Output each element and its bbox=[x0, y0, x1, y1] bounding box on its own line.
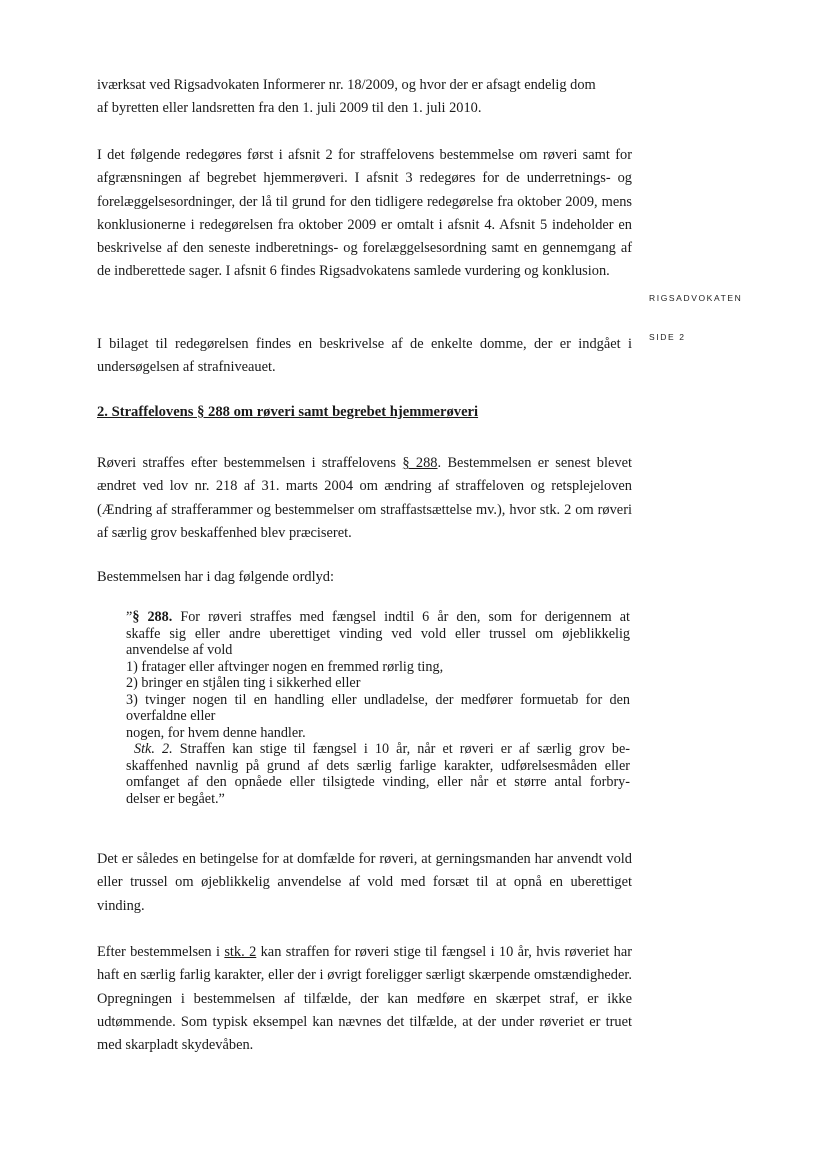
stk2-text-end: kan straffen for røveri stige til fængsel i 10 år, hvis røveriet har haft en særlig farlig karakter, eller der i øvrigt foreligger særligt skærpende omstændigheder. Opregningen i bestemmelsen af tilfælde, der kan medføre en skærpet straf, er ikke udtømmende. Som typisk eksempel kan nævnes det tilfælde, at der under røveriet er truet med skarpladt skydevåben. bbox=[97, 944, 633, 1054]
outline-paragraph bbox=[97, 144, 632, 284]
section-288-reference[interactable]: § 288 bbox=[402, 455, 438, 471]
amendment-text bbox=[97, 452, 632, 545]
intro-continuation bbox=[97, 74, 632, 121]
quote-line-1 bbox=[126, 609, 630, 626]
quote-line-11: omfanget af den opnåede eller tilsigtede vinding, eller når et større antal forbry- bbox=[126, 774, 630, 790]
amendment-paragraph bbox=[97, 452, 632, 545]
stk2-text bbox=[97, 941, 632, 1057]
quote-line-9-text: Straffen kan stige til fængsel i 10 år, når et røveri er af særlig grov be- bbox=[172, 741, 630, 757]
stk2-text-start: Efter bestemmelsen i bbox=[97, 944, 225, 960]
quote-line-3: anvendelse af vold bbox=[126, 642, 233, 658]
quote-line-10: skaffenhed navnlig på grund af dets særlig farlige karakter, udførelsesmåden eller bbox=[126, 757, 630, 774]
appendix-text: I bilaget til redegørelsen findes en beskrivelse af de enkelte domme, der er indgået i undersøgelsen af strafniveauet. bbox=[97, 336, 632, 376]
statute-quote bbox=[126, 609, 630, 807]
intro-line-1: iværksat ved Rigsadvokaten Informerer nr. 18/2009, og hvor der er afsagt endelig dom bbox=[97, 77, 596, 93]
quote-line-6: 3) tvinger nogen til en handling eller undladelse, der medfører formuetab for den bbox=[126, 691, 630, 708]
quote-line-12: delser er begået.” bbox=[126, 790, 225, 807]
quote-line-7: overfaldne eller bbox=[126, 708, 216, 724]
quote-section-number: § 288. bbox=[132, 609, 173, 625]
quote-line-4: 1) fratager eller aftvinger nogen en fremmed rørlig ting, bbox=[126, 658, 444, 675]
quote-line-2: skaffe sig eller andre uberettiget vinding ved vold eller trussel om øjeblikkelig bbox=[126, 625, 630, 642]
sidebar-page-number: SIDE 2 bbox=[649, 332, 686, 342]
quote-line-8: nogen, for hvem denne handler. bbox=[126, 724, 306, 741]
wording-text: Bestemmelsen har i dag følgende ordlyd: bbox=[97, 569, 334, 585]
quote-open-mark: ” bbox=[126, 609, 133, 625]
quote-line-9 bbox=[126, 741, 630, 758]
condition-text: Det er således en betingelse for at domfælde for røveri, at gerningsmanden har anvendt vold eller trussel om øjeblikkelig anvendelse af vold med forsæt til at opnå en uberettiget vinding. bbox=[97, 851, 632, 914]
sidebar-org-name: RIGSADVOKATEN bbox=[649, 293, 743, 303]
section-heading: 2. Straffelovens § 288 om røveri samt begrebet hjemmerøveri bbox=[97, 404, 479, 420]
condition-paragraph bbox=[97, 848, 632, 918]
amendment-text-end: . Bestemmelsen er senest blevet ændret ved lov nr. 218 af 31. marts 2004 om ændring af straffeloven og retsplejeloven (Ændring af strafferammer og bestemmelser om straffastsættelse mv.), hvor stk. 2 om røveri af særlig grov beskaffenhed blev præciseret. bbox=[97, 455, 632, 541]
stk2-paragraph bbox=[97, 941, 632, 1057]
amendment-text-start: Røveri straffes efter bestemmelsen i straffelovens bbox=[97, 455, 403, 471]
quote-stk-label: Stk. 2. bbox=[134, 741, 173, 757]
appendix-paragraph bbox=[97, 333, 632, 380]
intro-line-2: af byretten eller landsretten fra den 1. juli 2009 til den 1. juli 2010. bbox=[97, 100, 482, 117]
wording-paragraph bbox=[97, 566, 632, 589]
outline-text: I det følgende redegøres først i afsnit 2 for straffelovens bestemmelse om røveri samt for afgrænsningen af begrebet hjemmerøveri. I afsnit 3 redegøres for de underretnings- og forelæggelsesordninger, der lå til grund for den tidligere redegørelse fra oktober 2009, mens konklusionerne i redegørelsen fra oktober 2009 er omtalt i afsnit 4. Afsnit 5 indeholder en beskrivelse af den seneste indberetnings- og forelæggelsesordning samt en gennemgang af de indberettede sager. I afsnit 6 findes Rigsadvokatens samlede vurdering og konklusion. bbox=[97, 147, 632, 280]
stk2-reference[interactable]: stk. 2 bbox=[224, 944, 257, 960]
quote-line-1-text: For røveri straffes med fængsel indtil 6 år den, som for derigennem at bbox=[172, 609, 630, 625]
quote-line-5: 2) bringer en stjålen ting i sikkerhed eller bbox=[126, 675, 361, 691]
